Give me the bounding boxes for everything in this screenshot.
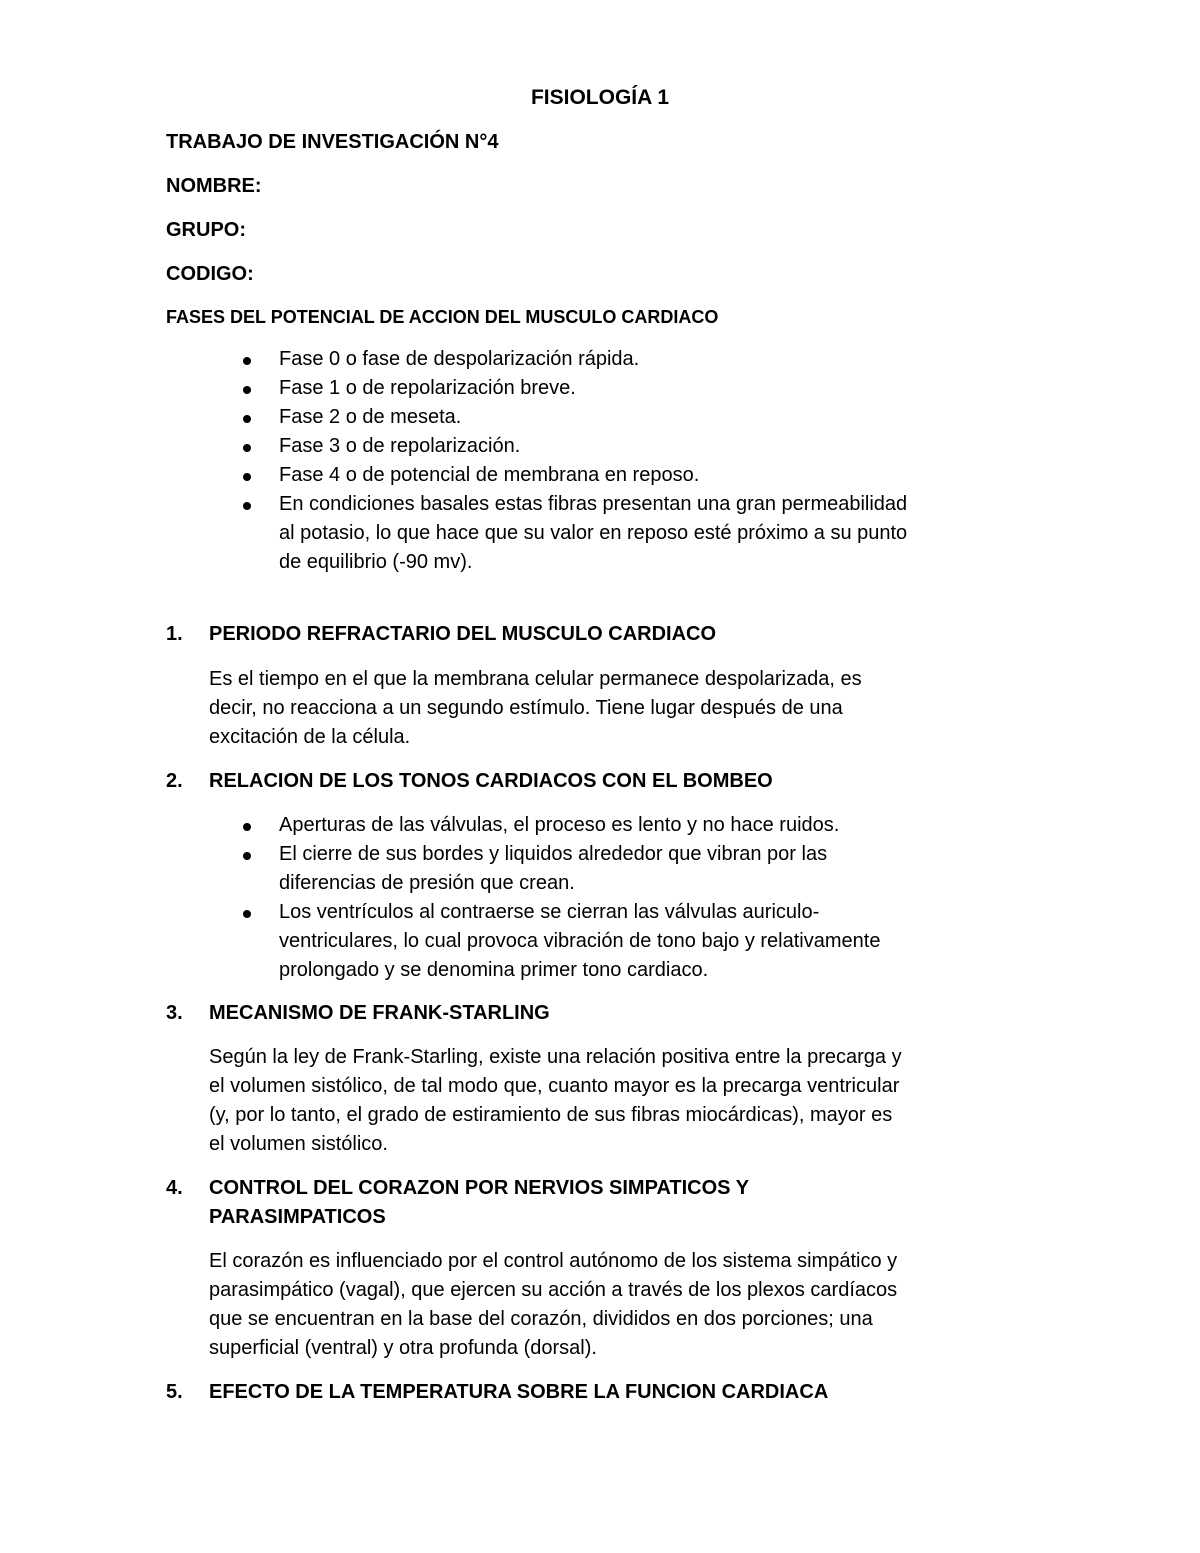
section-heading: PERIODO REFRACTARIO DEL MUSCULO CARDIACO	[209, 623, 717, 645]
bullet-icon	[243, 852, 251, 860]
list-item: Los ventrículos al contraerse se cierran las válvulas auriculo-	[279, 901, 820, 923]
list-item: Fase 2 o de meseta.	[279, 406, 462, 428]
list-item-continuation: prolongado y se denomina primer tono cardiaco.	[279, 959, 709, 981]
paragraph-line: que se encuentran en la base del corazón, divididos en dos porciones; una	[209, 1308, 873, 1330]
list-item: El cierre de sus bordes y liquidos alrededor que vibran por las	[279, 843, 828, 865]
list-item: Fase 0 o fase de despolarización rápida.	[279, 348, 640, 370]
paragraph-line: superficial (ventral) y otra profunda (dorsal).	[209, 1337, 597, 1359]
paragraph-line: El corazón es influenciado por el control autónomo de los sistema simpático y	[209, 1250, 898, 1272]
section-number: 2.	[166, 770, 183, 792]
list-item: En condiciones basales estas fibras presentan una gran permeabilidad	[279, 493, 908, 515]
paragraph-line: decir, no reacciona a un segundo estímulo. Tiene lugar después de una	[209, 697, 843, 719]
paragraph-line: excitación de la célula.	[209, 726, 411, 748]
list-item-continuation: al potasio, lo que hace que su valor en reposo esté próximo a su punto	[279, 522, 908, 544]
section-heading-continuation: PARASIMPATICOS	[209, 1206, 386, 1228]
paragraph-line: el volumen sistólico.	[209, 1133, 388, 1155]
paragraph-line: (y, por lo tanto, el grado de estiramiento de sus fibras miocárdicas), mayor es	[209, 1104, 893, 1126]
section-number: 3.	[166, 1002, 183, 1024]
section-number: 5.	[166, 1381, 183, 1403]
list-item-continuation: ventriculares, lo cual provoca vibración de tono bajo y relativamente	[279, 930, 881, 952]
section-heading: RELACION DE LOS TONOS CARDIACOS CON EL BOMBEO	[209, 770, 773, 792]
field-nombre: NOMBRE:	[166, 175, 262, 197]
phases-heading: FASES DEL POTENCIAL DE ACCION DEL MUSCULO CARDIACO	[166, 307, 719, 327]
bullet-icon	[243, 357, 251, 365]
paragraph-line: Según la ley de Frank-Starling, existe una relación positiva entre la precarga y	[209, 1046, 902, 1068]
bullet-icon	[243, 910, 251, 918]
section-heading: EFECTO DE LA TEMPERATURA SOBRE LA FUNCION CARDIACA	[209, 1381, 829, 1403]
field-grupo: GRUPO:	[166, 219, 246, 241]
bullet-icon	[243, 502, 251, 510]
bullet-icon	[243, 823, 251, 831]
list-item: Fase 3 o de repolarización.	[279, 435, 521, 457]
bullet-icon	[243, 473, 251, 481]
list-item: Aperturas de las válvulas, el proceso es lento y no hace ruidos.	[279, 814, 840, 836]
list-item-continuation: diferencias de presión que crean.	[279, 872, 575, 894]
paragraph-line: Es el tiempo en el que la membrana celular permanece despolarizada, es	[209, 668, 862, 690]
bullet-icon	[243, 415, 251, 423]
list-item-continuation: de equilibrio (-90 mv).	[279, 551, 473, 573]
section-heading: MECANISMO DE FRANK-STARLING	[209, 1002, 550, 1024]
bullet-icon	[243, 386, 251, 394]
paragraph-line: el volumen sistólico, de tal modo que, cuanto mayor es la precarga ventricular	[209, 1075, 900, 1097]
section-heading: CONTROL DEL CORAZON POR NERVIOS SIMPATICOS Y	[209, 1177, 750, 1199]
paragraph-line: parasimpático (vagal), que ejercen su acción a través de los plexos cardíacos	[209, 1279, 898, 1301]
list-item: Fase 1 o de repolarización breve.	[279, 377, 576, 399]
bullet-icon	[243, 444, 251, 452]
section-number: 4.	[166, 1177, 183, 1199]
doc-title: FISIOLOGÍA 1	[530, 86, 670, 109]
field-codigo: CODIGO:	[166, 263, 254, 285]
section-number: 1.	[166, 623, 183, 645]
doc-subtitle: TRABAJO DE INVESTIGACIÓN N°4	[166, 131, 499, 153]
list-item: Fase 4 o de potencial de membrana en reposo.	[279, 464, 700, 486]
